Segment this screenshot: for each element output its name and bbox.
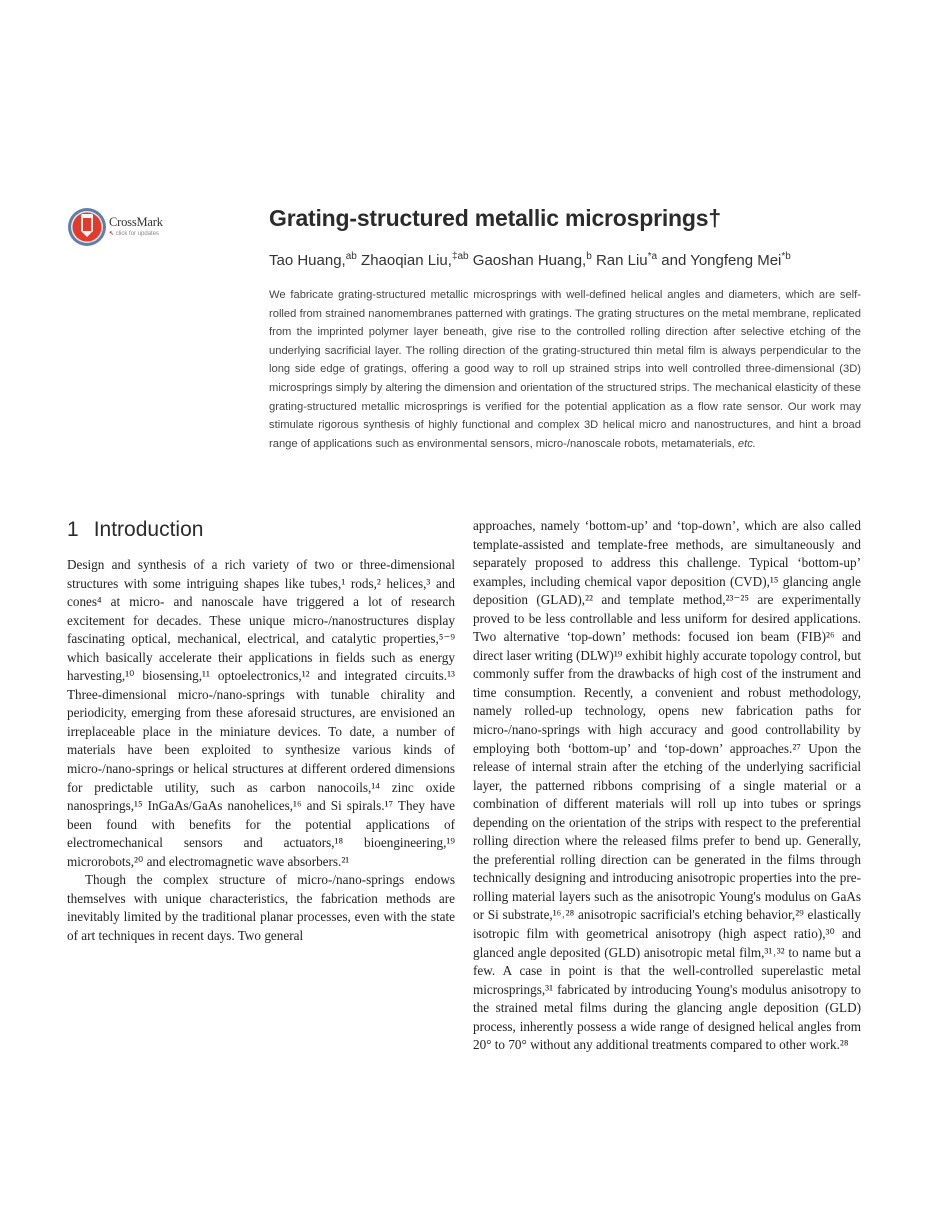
section-title: Introduction — [93, 518, 204, 541]
right-column — [473, 517, 861, 1055]
intro-paragraph-2: Though the complex structure of micro-/nano-springs endows themselves with unique characteristics, the fabrication methods are inevitably limited by the traditional planar processes, even with the state of art techniques in recent days. Two general — [67, 872, 455, 943]
article-title: Grating-structured metallic microsprings† — [269, 205, 721, 231]
abstract — [269, 286, 861, 453]
crossmark-subtitle: ↖ click for updates — [109, 231, 160, 237]
section-number: 1 — [67, 518, 79, 541]
crossmark-badge[interactable] — [67, 207, 187, 247]
crossmark-icon — [67, 207, 107, 247]
section-heading — [67, 518, 203, 542]
left-column — [67, 556, 455, 945]
intro-paragraph-3: approaches, namely ‘bottom-up’ and ‘top-down’, which are also called template-assisted and template-free methods, are simultaneously and separately proposed to address this challenge. Typical ‘bottom-up’ examples, including chemical vapor deposition (CVD),¹⁵ glancing angle deposition (GLAD),²² and template method,²³⁻²⁵ are experimentally proved to be less controllable and less uniform for desired applications. Two alternative ‘top-down’ methods: focused ion beam (FIB)²⁶ and direct laser writing (DLW)¹⁹ exhibit highly accurate topology control, but commonly suffer from the drawbacks of high cost of the instrument and time consumption. Recently, a convenient and robust methodology, namely rolled-up technology, opens new fabrication paths for micro-/nano-springs with high accuracy and good controllability by employing both ‘bottom-up’ and ‘top-down’ approaches.²⁷ Upon the release of internal strain after the etching of the underlying sacrificial layer, the patterned ribbons comprising of a single material or a combination of different materials will roll up into tubes or springs depending on the orientation of the strips with respect to the preferential rolling direction where the released films prefer to bend up. Generally, the preferential rolling direction can be generated in the films through technically designing and introducing anisotropic properties into the pre-rolling material layers such as the anisotropic Young's modulus on GaAs or Si substrate,¹⁶˒²⁸ anisotropic sacrificial's etching behavior,²⁹ elastically isotropic film with geometrical anisotropy (high aspect ratio),³⁰ and glanced angle deposited (GLD) anisotropic metal film,³¹˒³² to name but a few. A case in point is that the well-controlled superelastic metal microsprings,³¹ fabricated by introducing Young's modulus anisotropy to the strained metal films during the glancing angle deposition (GLD) process, inherently possess a wide range of designed helical angles from 20° to 70° without any additional treatments compared to other work.²⁸ — [473, 518, 861, 1053]
intro-paragraph-1: Design and synthesis of a rich variety of two or three-dimensional structures with some intriguing shapes like tubes,¹ rods,² helices,³ and cones⁴ at micro- and nanoscale have triggered a lot of research excitement for decades. These unique micro-/nanostructures display fascinating optical, mechanical, electrical, and catalytic properties,⁵⁻⁹ which basically accelerate their applications in fields such as energy harvesting,¹⁰ biosensing,¹¹ optoelectronics,¹² and integrated circuits.¹³ Three-dimensional micro-/nano-springs with tunable chirality and periodicity, emerging from these aforesaid structures, are envisioned an irreplaceable place in the miniature devices. To date, a number of materials have been exploited to synthesize various kinds of micro-/nano-springs or helical structures at different ordered dimensions for predictable utility, such as carbon nanocoils,¹⁴ zinc oxide nanosprings,¹⁵ InGaAs/GaAs nanohelices,¹⁶ and Si spirals.¹⁷ They have been found with benefits for the potential applications of electromechanical sensors and actuators,¹⁸ bioengineering,¹⁹ microrobots,²⁰ and electromagnetic wave absorbers.²¹ — [67, 557, 455, 869]
crossmark-title: CrossMark — [109, 215, 163, 229]
abstract-etc: etc. — [737, 437, 756, 450]
arrow-icon: ↖ — [109, 231, 115, 237]
abstract-text: We fabricate grating-structured metallic microsprings with well-defined helical angles and diameters, which are self-rolled from strained nanomembranes patterned with gratings. The grating structures on the metal membrane, replicated from the imprinted polymer layer beneath, give rise to the controlled rolling direction after selective etching of the underlying sacrificial layer. The rolling direction of the grating-structured thin metal film is always perpendicular to the long side edge of gratings, offering a good way to roll up strained strips into well controlled three-dimensional (3D) microsprings simply by altering the dimension and orientation of the structured strips. The mechanical elasticity of these grating-structured metallic microsprings is verified for the potential application as a flow rate sensor. Our work may stimulate rigorous synthesis of highly functional and complex 3D helical micro and nanostructures, and hint a broad range of applications such as environmental sensors, micro-/nanoscale robots, metamaterials, — [269, 289, 861, 450]
author-list: Tao Huang,$^{ab}$ Zhaoqian Liu,$^{\ddagger ab}$ Gaoshan Huang,$^b$ Ran Liu$^{*a}$ and Yongfeng Mei$^{*b}$ — [269, 251, 791, 269]
